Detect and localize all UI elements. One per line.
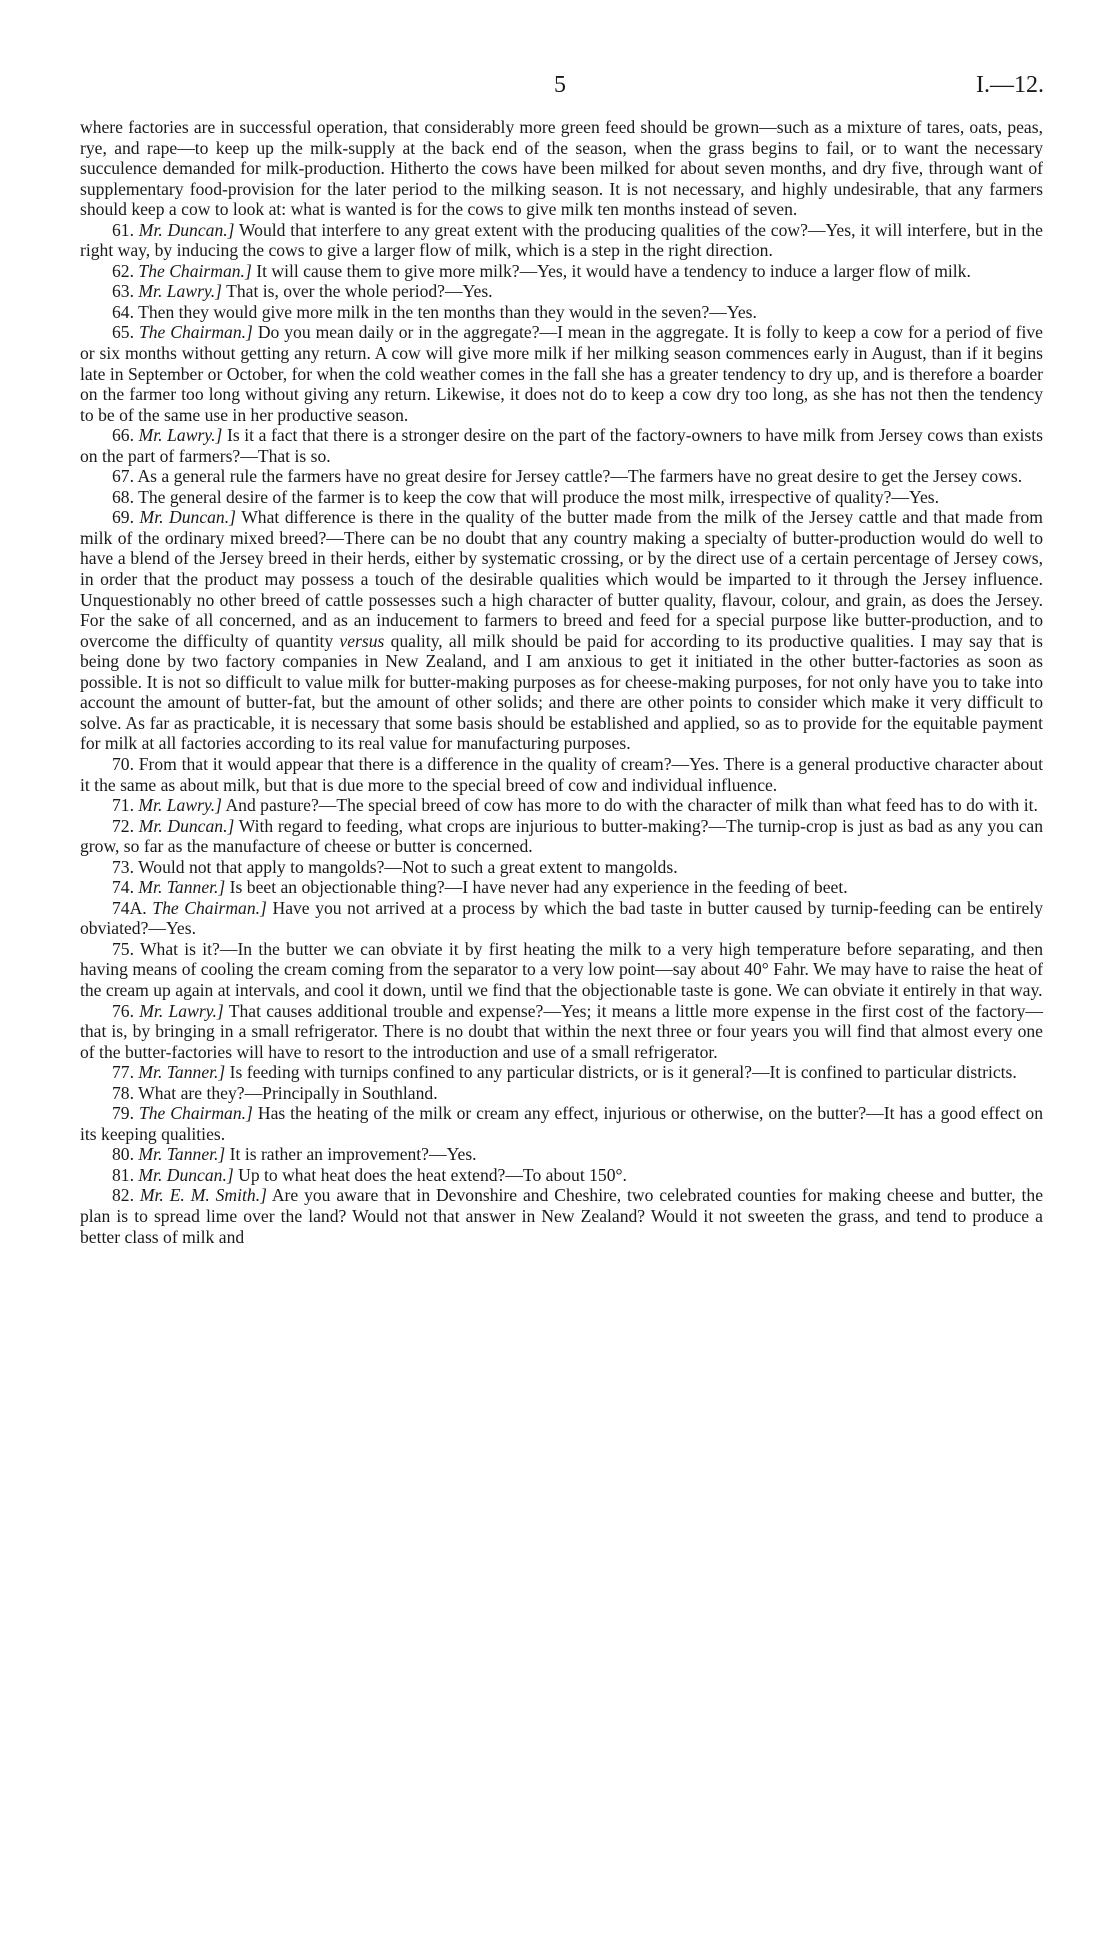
testimony-paragraph	[80, 466, 1043, 487]
testimony-paragraph	[80, 117, 1043, 220]
testimony-paragraph	[80, 1103, 1043, 1144]
paragraph-text: It is rather an improvement?—Yes.	[229, 1144, 477, 1165]
speaker-name: Mr. Lawry.]	[138, 795, 223, 816]
testimony-paragraph	[80, 1144, 1043, 1165]
paragraph-text: What difference is there in the quality of the butter made from the milk of the Jersey cattle and that made from milk of the ordinary mixed breed?—There can be no doubt that any country making a specialty of butter-production would do well to have a blend of the Jersey breed in their herds, either by systematic crossing, or by the direct use of a certain percentage of Jersey cows, in order that the product may possess a touch of the desirable qualities which would be imparted to it through the Jersey influence. Unquestionably no other breed of cattle possesses such a high character of butter quality, flavour, colour, and grain, as does the Jersey. For the sake of all concerned, and as an inducement to farmers to breed and feed for a special purpose like butter-production, and to overcome the difficulty of quantity versus quality, all milk should be paid for according to its productive qualities. I may say that is being done by two factory companies in New Zealand, and I am anxious to get it initiated in the other butter-factories as soon as possible. It is not so difficult to value milk for butter-making purposes as for cheese-making purposes, for not only have you to take into account the amount of butter-fat, but the amount of other solids; and there are other points to consider which make it very difficult to solve. As far as practicable, it is necessary that some basis should be established and applied, so as to provide for the equitable payment for milk at all factories according to its real value for manufacturing purposes.	[80, 507, 1043, 754]
paragraph-text: Would that interfere to any great extent with the producing qualities of the cow?—Yes, it will interfere, but in the right way, by inducing the cows to give a larger flow of milk, which is a step in the right direction.	[80, 219, 1043, 261]
speaker-name: Mr. Lawry.]	[138, 281, 223, 302]
speaker-name: Mr. E. M. Smith.]	[139, 1185, 267, 1206]
question-number: 79.	[112, 1103, 134, 1124]
speaker-name: Mr. Duncan.]	[138, 219, 235, 240]
testimony-paragraph	[80, 898, 1043, 939]
speaker-name: The Chairman.]	[152, 897, 267, 918]
paragraph-text: From that it would appear that there is a difference in the quality of cream?—Yes. There is a general productive character about it the same as about milk, but that is due more to the special breed of cow and individual influence.	[80, 753, 1044, 795]
question-number: 76.	[112, 1000, 134, 1021]
testimony-paragraph	[80, 322, 1043, 425]
testimony-paragraph	[80, 1185, 1043, 1247]
question-number: 69.	[112, 507, 134, 528]
testimony-paragraph	[80, 816, 1043, 857]
testimony-paragraph	[80, 939, 1043, 1001]
paragraph-text: What are they?—Principally in Southland.	[138, 1082, 438, 1103]
paragraph-text: That is, over the whole period?—Yes.	[226, 281, 493, 302]
paragraph-text: That causes additional trouble and expense?—Yes; it means a little more expense in the first cost of the factory—that is, by bringing in a small refrigerator. There is no doubt that within the next three or four years you will find that almost every one of the butter-factories will have to resort to the introduction and use of a small refrigerator.	[80, 1000, 1043, 1062]
question-number: 71.	[112, 795, 134, 816]
paragraph-text: Is feeding with turnips confined to any particular districts, or is it general?—It is confined to particular districts.	[229, 1062, 1017, 1083]
testimony-paragraph	[80, 425, 1043, 466]
paragraph-text: With regard to feeding, what crops are injurious to butter-making?—The turnip-crop is just as bad as any you can grow, so far as the manufacture of cheese or butter is concerned.	[80, 815, 1043, 857]
question-number: 72.	[112, 815, 134, 836]
question-number: 63.	[112, 281, 134, 302]
question-number: 81.	[112, 1164, 134, 1185]
page-number: 5	[554, 72, 566, 98]
paragraph-text: The general desire of the farmer is to keep the cow that will produce the most milk, irrespective of quality?—Yes.	[138, 486, 940, 507]
question-number: 82.	[112, 1185, 134, 1206]
paragraph-text: Has the heating of the milk or cream any effect, injurious or otherwise, on the butter?—It has a good effect on its keeping qualities.	[80, 1103, 1043, 1144]
testimony-paragraph	[80, 507, 1043, 754]
speaker-name: Mr. Lawry.]	[138, 425, 223, 446]
testimony-paragraph	[80, 1062, 1043, 1083]
paragraph-text: Is beet an objectionable thing?—I have never had any experience in the feeding of beet.	[229, 877, 848, 898]
paragraph-text: What is it?—In the butter we can obviate it by first heating the milk to a very high temperature before separating, and then having means of cooling the cream coming from the separator to a very low point—say about 40° Fahr. We may have to raise the heat of the cream up again at intervals, and cool it down, until we find that the objectionable taste is gone. We can obviate it entirely in that way.	[80, 938, 1043, 1000]
question-number: 64.	[112, 301, 134, 322]
paragraph-text: Are you aware that in Devonshire and Cheshire, two celebrated counties for making cheese and butter, the plan is to spread lime over the land? Would not that answer in New Zealand? Would it not sweeten the grass, and tend to produce a better class of milk and	[80, 1185, 1044, 1247]
question-number: 77.	[112, 1062, 134, 1083]
question-number: 70.	[112, 753, 134, 774]
testimony-paragraph	[80, 1165, 1043, 1186]
speaker-name: The Chairman.]	[138, 322, 253, 343]
question-number: 78.	[112, 1082, 134, 1103]
paragraph-text: Have you not arrived at a process by which the bad taste in butter caused by turnip-feeding can be entirely obviated?—Yes.	[80, 897, 1043, 939]
question-number: 68.	[112, 486, 134, 507]
paragraph-text: It will cause them to give more milk?—Yes, it would have a tendency to induce a larger flow of milk.	[256, 260, 971, 281]
testimony-paragraph	[80, 1001, 1043, 1063]
testimony-paragraph	[80, 220, 1043, 261]
testimony-paragraph	[80, 487, 1043, 508]
speaker-name: Mr. Tanner.]	[138, 1144, 226, 1165]
speaker-name: Mr. Duncan.]	[138, 815, 235, 836]
question-number: 65.	[112, 322, 134, 343]
paragraph-text: Up to what heat does the heat extend?—To about 150°.	[238, 1164, 627, 1185]
question-number: 74.	[112, 877, 134, 898]
question-number: 66.	[112, 425, 134, 446]
body-text	[80, 117, 1043, 1247]
paragraph-text: Do you mean daily or in the aggregate?—I mean in the aggregate. It is folly to keep a cow for a period of five or six months without getting any return. A cow will give more milk if her milking season commences early in August, than if it begins late in September or October, for when the cold weather comes in the fall she has a greater tendency to dry up, and is therefore a boarder on the farmer too long without giving any return. Likewise, it does not do to keep a cow dry too long, as she has not then the tendency to be of the same use in her productive season.	[80, 322, 1043, 425]
testimony-paragraph	[80, 1083, 1043, 1104]
question-number: 67.	[112, 466, 134, 487]
paragraph-text: Is it a fact that there is a stronger desire on the part of the factory-owners to have milk from Jersey cows than exists on the part of farmers?—That is so.	[80, 425, 1043, 466]
speaker-name: Mr. Tanner.]	[138, 877, 226, 898]
testimony-paragraph	[80, 302, 1043, 323]
speaker-name: The Chairman.]	[138, 1103, 253, 1124]
testimony-paragraph	[80, 261, 1043, 282]
paragraph-text: Then they would give more milk in the ten months than they would in the seven?—Yes.	[138, 301, 757, 322]
question-number: 73.	[112, 856, 134, 877]
testimony-paragraph	[80, 754, 1043, 795]
question-number: 75.	[112, 938, 134, 959]
question-number: 80.	[112, 1144, 134, 1165]
speaker-name: Mr. Duncan.]	[138, 1164, 234, 1185]
speaker-name: Mr. Lawry.]	[139, 1000, 224, 1021]
speaker-name: Mr. Tanner.]	[138, 1062, 226, 1083]
paragraph-text: As a general rule the farmers have no great desire for Jersey cattle?—The farmers have no great desire to get the Jersey cows.	[137, 466, 1023, 487]
testimony-paragraph	[80, 877, 1043, 898]
testimony-paragraph	[80, 795, 1043, 816]
speaker-name: Mr. Duncan.]	[139, 507, 236, 528]
question-number: 74A.	[112, 897, 147, 918]
speaker-name: The Chairman.]	[138, 260, 252, 281]
question-number: 62.	[112, 260, 134, 281]
document-reference: I.—12.	[976, 72, 1044, 98]
testimony-paragraph	[80, 857, 1043, 878]
testimony-paragraph	[80, 281, 1043, 302]
question-number: 61.	[112, 219, 134, 240]
paragraph-text: Would not that apply to mangolds?—Not to such a great extent to mangolds.	[138, 856, 678, 877]
paragraph-text: where factories are in successful operation, that considerably more green feed should be grown—such as a mixture of tares, oats, peas, rye, and rape—to keep up the milk-supply at the back end of the season, when the grass begins to fail, or to want the necessary succulence demanded for milk-production. Hitherto the cows have been milked for about seven months, and dry five, through want of supplementary food-provision for the later period to the milking season. It is not necessary, and highly undesirable, that any farmers should keep a cow to look at: what is wanted is for the cows to give milk ten months instead of seven.	[80, 117, 1043, 220]
paragraph-text: And pasture?—The special breed of cow has more to do with the character of milk than what feed has to do with it.	[225, 795, 1038, 816]
